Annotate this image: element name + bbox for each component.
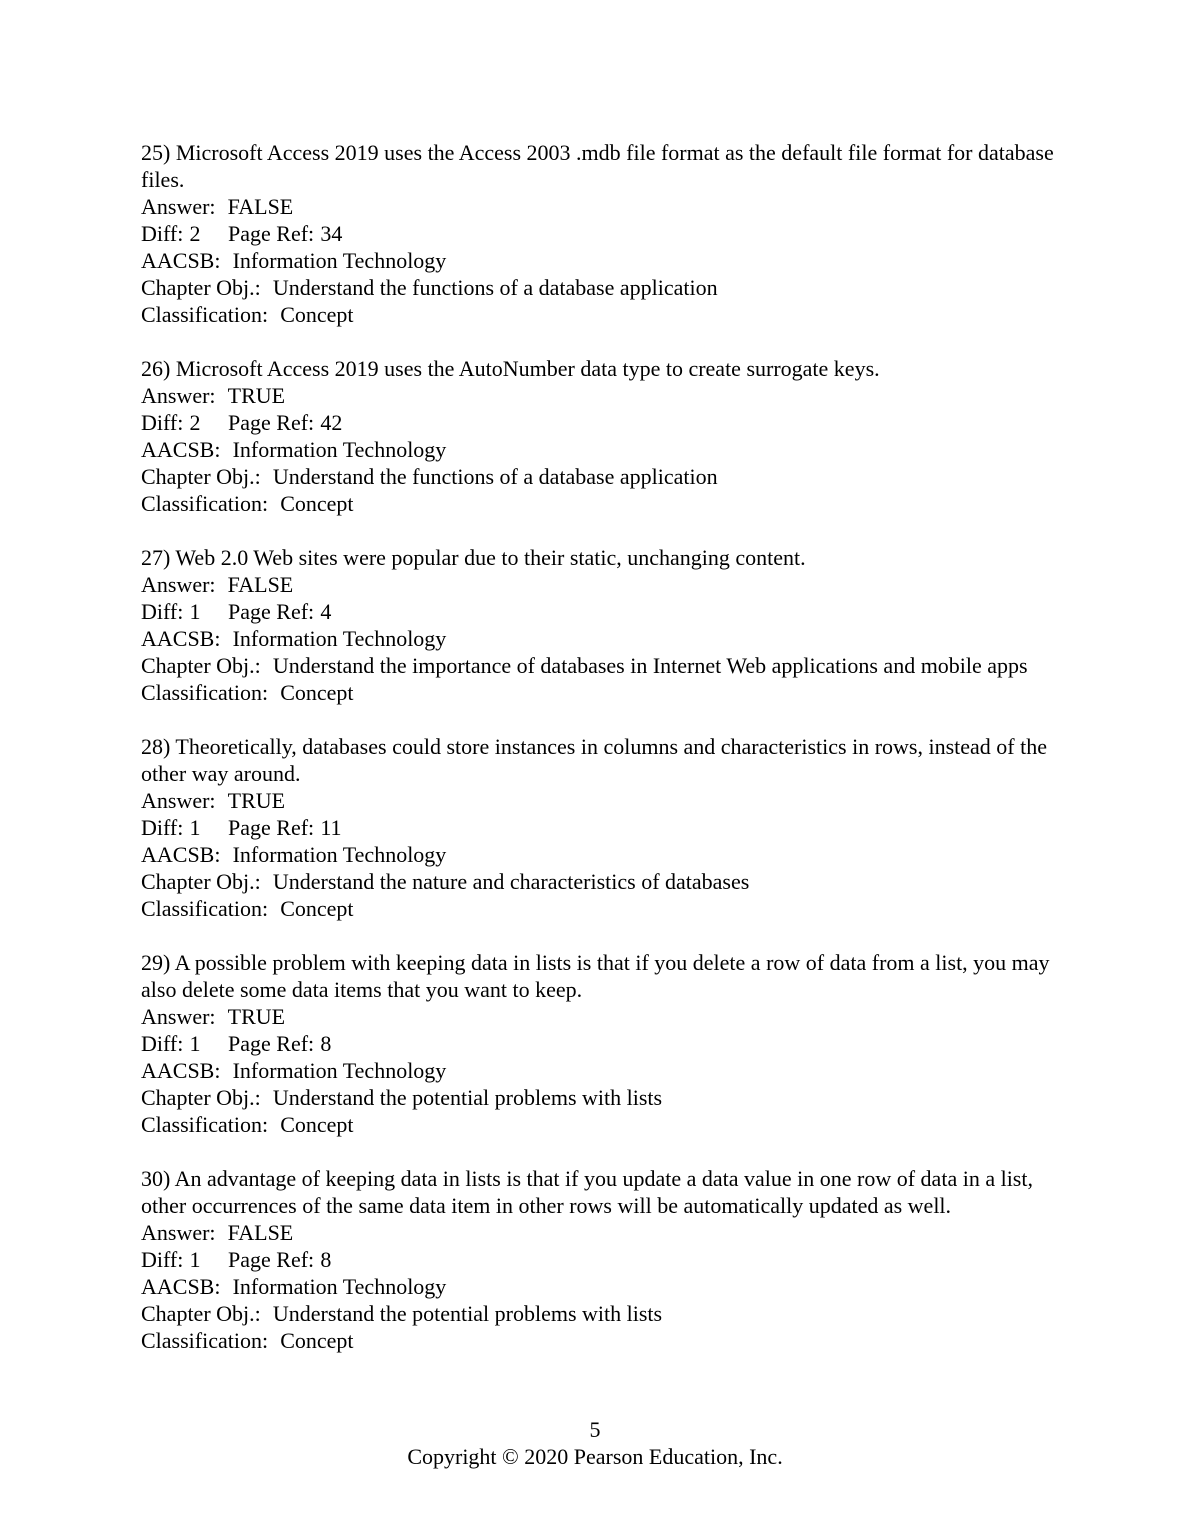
page-ref-label: Page Ref: bbox=[228, 815, 315, 840]
question-text: 26) Microsoft Access 2019 uses the AutoNumber data type to create surrogate keys. bbox=[141, 356, 880, 381]
page-ref-value: 34 bbox=[320, 221, 343, 246]
question-text: 30) An advantage of keeping data in lists is that if you update a data value in one row of data in a list, other occurrences of the same data item in other rows will be automatically updated as well. bbox=[141, 1166, 1033, 1218]
page-ref-label: Page Ref: bbox=[228, 1031, 315, 1056]
diff-value: 2 bbox=[189, 221, 201, 246]
aacsb-label: AACSB: bbox=[141, 1274, 221, 1299]
aacsb-line bbox=[141, 841, 1063, 868]
page-ref-label: Page Ref: bbox=[228, 599, 315, 624]
answer-value: TRUE bbox=[227, 788, 286, 813]
aacsb-label: AACSB: bbox=[141, 248, 221, 273]
chapter-obj-value: Understand the potential problems with lists bbox=[272, 1085, 663, 1110]
answer-label: Answer: bbox=[141, 572, 216, 597]
chapter-obj-line bbox=[141, 463, 1063, 490]
page-ref-value: 8 bbox=[320, 1031, 332, 1056]
diff-label: Diff: bbox=[141, 221, 184, 246]
answer-label: Answer: bbox=[141, 1004, 216, 1029]
classification-line bbox=[141, 1327, 1063, 1354]
aacsb-value: Information Technology bbox=[232, 1274, 447, 1299]
diff-line bbox=[141, 409, 1063, 436]
aacsb-label: AACSB: bbox=[141, 437, 221, 462]
chapter-obj-value: Understand the functions of a database application bbox=[272, 275, 718, 300]
chapter-obj-label: Chapter Obj.: bbox=[141, 1085, 261, 1110]
chapter-obj-line bbox=[141, 652, 1063, 679]
question-text: 27) Web 2.0 Web sites were popular due to their static, unchanging content. bbox=[141, 545, 806, 570]
page-ref-label: Page Ref: bbox=[228, 410, 315, 435]
aacsb-label: AACSB: bbox=[141, 1058, 221, 1083]
chapter-obj-value: Understand the importance of databases in Internet Web applications and mobile apps bbox=[272, 653, 1028, 678]
question-block-29 bbox=[141, 949, 1063, 1138]
chapter-obj-label: Chapter Obj.: bbox=[141, 464, 261, 489]
answer-line bbox=[141, 1003, 1063, 1030]
question-block-30 bbox=[141, 1165, 1063, 1354]
classification-line bbox=[141, 490, 1063, 517]
answer-label: Answer: bbox=[141, 788, 216, 813]
classification-value: Concept bbox=[280, 302, 354, 327]
questions-list bbox=[141, 139, 1063, 1354]
diff-label: Diff: bbox=[141, 1247, 184, 1272]
diff-value: 1 bbox=[189, 1031, 201, 1056]
page-ref-value: 42 bbox=[320, 410, 343, 435]
page-ref-label: Page Ref: bbox=[228, 221, 315, 246]
question-block-26 bbox=[141, 355, 1063, 517]
aacsb-value: Information Technology bbox=[232, 842, 447, 867]
aacsb-line bbox=[141, 436, 1063, 463]
chapter-obj-label: Chapter Obj.: bbox=[141, 1301, 261, 1326]
diff-line bbox=[141, 220, 1063, 247]
page-ref-value: 11 bbox=[320, 815, 342, 840]
diff-label: Diff: bbox=[141, 410, 184, 435]
question-block-28 bbox=[141, 733, 1063, 922]
aacsb-label: AACSB: bbox=[141, 842, 221, 867]
chapter-obj-value: Understand the potential problems with lists bbox=[272, 1301, 663, 1326]
answer-label: Answer: bbox=[141, 383, 216, 408]
diff-line bbox=[141, 598, 1063, 625]
page-ref-value: 8 bbox=[320, 1247, 332, 1272]
diff-value: 1 bbox=[189, 815, 201, 840]
aacsb-line bbox=[141, 1057, 1063, 1084]
aacsb-line bbox=[141, 247, 1063, 274]
diff-line bbox=[141, 814, 1063, 841]
page-footer bbox=[0, 1416, 1190, 1470]
answer-line bbox=[141, 382, 1063, 409]
classification-label: Classification: bbox=[141, 680, 269, 705]
answer-value: FALSE bbox=[227, 1220, 294, 1245]
aacsb-value: Information Technology bbox=[232, 437, 447, 462]
chapter-obj-line bbox=[141, 1300, 1063, 1327]
diff-label: Diff: bbox=[141, 599, 184, 624]
aacsb-value: Information Technology bbox=[232, 1058, 447, 1083]
classification-label: Classification: bbox=[141, 896, 269, 921]
diff-line bbox=[141, 1246, 1063, 1273]
chapter-obj-label: Chapter Obj.: bbox=[141, 869, 261, 894]
aacsb-line bbox=[141, 1273, 1063, 1300]
diff-value: 2 bbox=[189, 410, 201, 435]
chapter-obj-value: Understand the nature and characteristics of databases bbox=[272, 869, 750, 894]
classification-label: Classification: bbox=[141, 491, 269, 516]
diff-label: Diff: bbox=[141, 1031, 184, 1056]
diff-value: 1 bbox=[189, 599, 201, 624]
chapter-obj-line bbox=[141, 868, 1063, 895]
answer-label: Answer: bbox=[141, 1220, 216, 1245]
classification-value: Concept bbox=[280, 680, 354, 705]
page-number: 5 bbox=[589, 1417, 601, 1442]
classification-line bbox=[141, 1111, 1063, 1138]
classification-line bbox=[141, 895, 1063, 922]
answer-value: TRUE bbox=[227, 383, 286, 408]
aacsb-label: AACSB: bbox=[141, 626, 221, 651]
chapter-obj-value: Understand the functions of a database application bbox=[272, 464, 718, 489]
question-text: 25) Microsoft Access 2019 uses the Access 2003 .mdb file format as the default file format for database files. bbox=[141, 140, 1054, 192]
classification-value: Concept bbox=[280, 1328, 354, 1353]
classification-value: Concept bbox=[280, 896, 354, 921]
diff-label: Diff: bbox=[141, 815, 184, 840]
page-ref-label: Page Ref: bbox=[228, 1247, 315, 1272]
page-ref-value: 4 bbox=[320, 599, 332, 624]
copyright-line: Copyright © 2020 Pearson Education, Inc. bbox=[407, 1444, 783, 1469]
classification-label: Classification: bbox=[141, 1328, 269, 1353]
aacsb-line bbox=[141, 625, 1063, 652]
chapter-obj-line bbox=[141, 1084, 1063, 1111]
answer-line bbox=[141, 787, 1063, 814]
chapter-obj-label: Chapter Obj.: bbox=[141, 275, 261, 300]
answer-value: TRUE bbox=[227, 1004, 286, 1029]
answer-label: Answer: bbox=[141, 194, 216, 219]
answer-line bbox=[141, 193, 1063, 220]
answer-value: FALSE bbox=[227, 572, 294, 597]
answer-value: FALSE bbox=[227, 194, 294, 219]
answer-line bbox=[141, 1219, 1063, 1246]
chapter-obj-label: Chapter Obj.: bbox=[141, 653, 261, 678]
classification-label: Classification: bbox=[141, 302, 269, 327]
classification-value: Concept bbox=[280, 1112, 354, 1137]
question-text: 28) Theoretically, databases could store instances in columns and characteristics in rows, instead of the other way around. bbox=[141, 734, 1047, 786]
classification-line bbox=[141, 679, 1063, 706]
question-text: 29) A possible problem with keeping data in lists is that if you delete a row of data from a list, you may also delete some data items that you want to keep. bbox=[141, 950, 1050, 1002]
classification-label: Classification: bbox=[141, 1112, 269, 1137]
answer-line bbox=[141, 571, 1063, 598]
question-block-27 bbox=[141, 544, 1063, 706]
aacsb-value: Information Technology bbox=[232, 248, 447, 273]
aacsb-value: Information Technology bbox=[232, 626, 447, 651]
diff-line bbox=[141, 1030, 1063, 1057]
question-block-25 bbox=[141, 139, 1063, 328]
chapter-obj-line bbox=[141, 274, 1063, 301]
diff-value: 1 bbox=[189, 1247, 201, 1272]
classification-value: Concept bbox=[280, 491, 354, 516]
classification-line bbox=[141, 301, 1063, 328]
